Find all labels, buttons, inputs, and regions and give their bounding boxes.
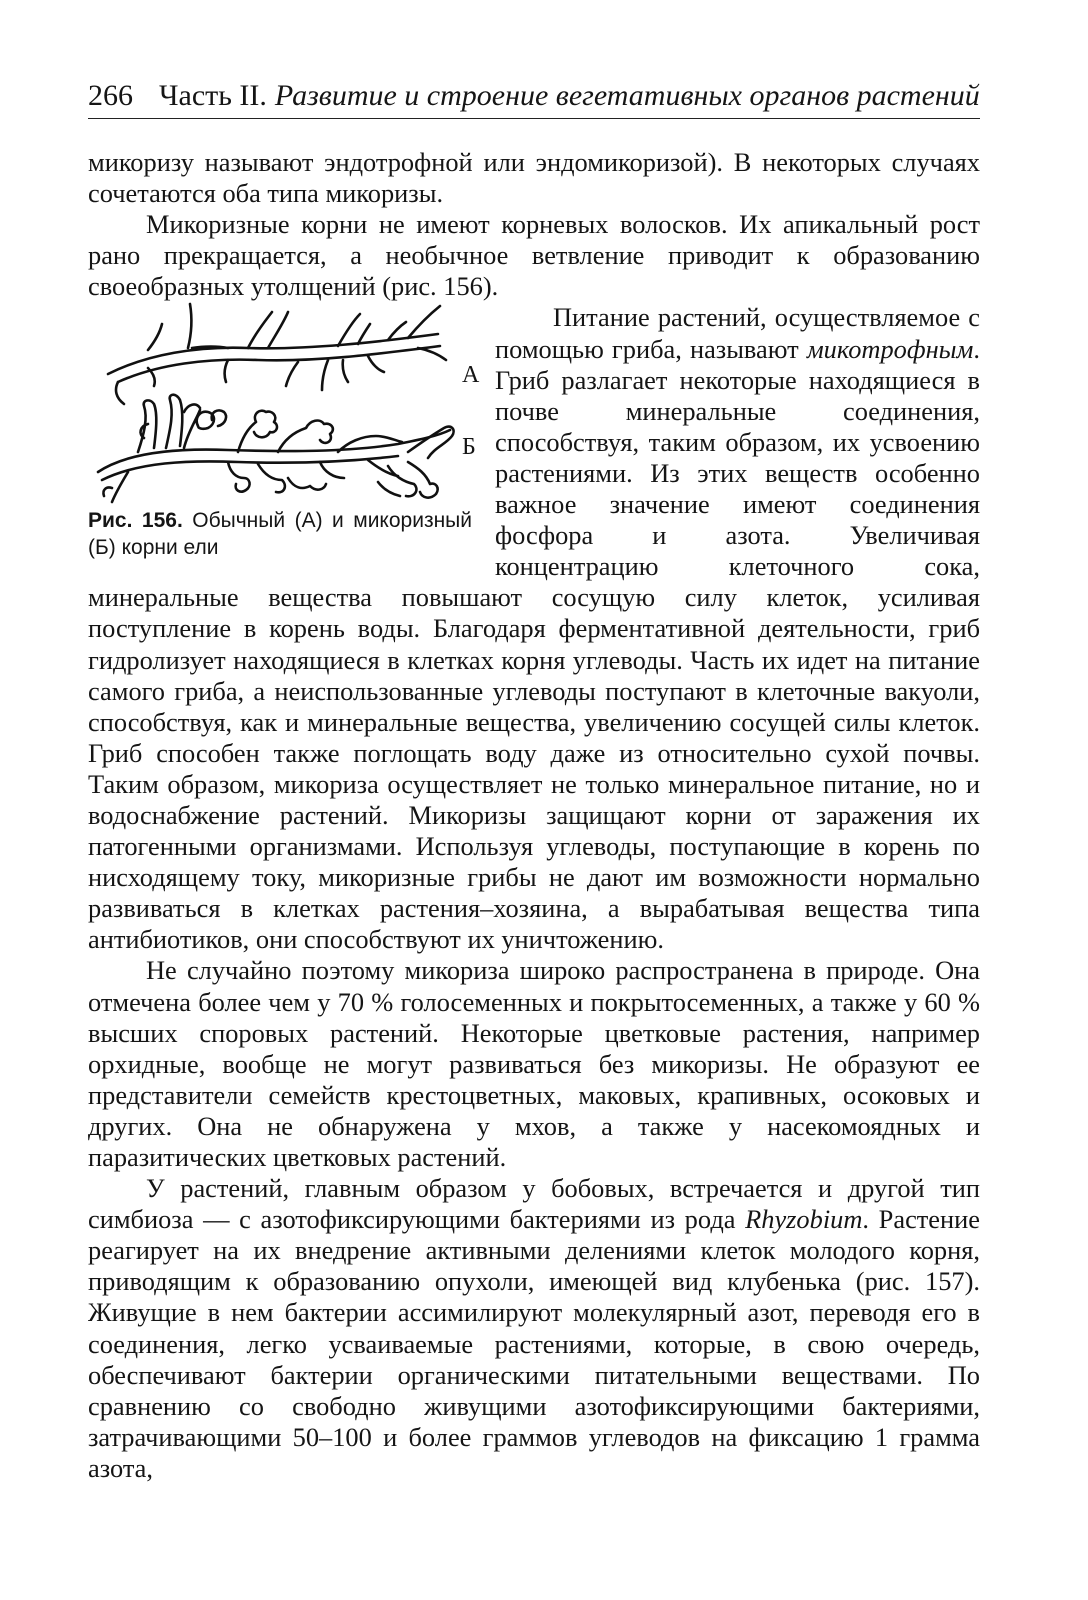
paragraph: [88, 1173, 980, 1484]
roots-illustration: [88, 302, 480, 517]
part-label: Часть II.: [159, 79, 267, 112]
figure-caption-text: Обычный (А) и микоризный (Б) корни ели: [88, 509, 472, 560]
chapter-title: Развитие и строение вегетативных органов растений: [274, 79, 980, 112]
term-rhyzobium: Rhyzobium: [745, 1204, 863, 1235]
paragraph-text: Питание растений, осуществляемое с помощью гриба, называют: [495, 302, 980, 364]
figure-caption: [88, 507, 472, 561]
ordinary-root-drawing: [108, 304, 446, 404]
figure-label-b: Б: [462, 434, 476, 461]
body-text: [88, 147, 980, 1484]
paragraph-text: . Растение реагирует на их внедрение активными делениями клеток молодого корня, приводящим к образованию опухоли, имеющей вид клубенька (рис. 157). Живущие в нем бактерии ассимилируют молекулярный азот, переводя его в соединения, легко усваиваемые растениями, которые, в свою очередь, обеспечивают бактерии органическими питательными веществами. По сравнению со свободно живущими азотофиксирующими бактериями, затрачивающими 50–100 и более граммов углеводов на фиксацию 1 грамма азота,: [88, 1204, 980, 1483]
page-number: 266: [88, 79, 133, 112]
paragraph-text: . Гриб разлагает некоторые находящиеся в почве минеральные соединения, способствуя, таким образом, их усвоению растениями. Из этих веществ особенно важное значение имеют соединения фосфора и азота. Увеличивая концентрацию клеточного сока, минеральные вещества повышают сосущую силу клеток, усиливая поступление в корень воды. Благодаря ферментативной деятельности, гриб гидролизует находящиеся в клетках корня углеводы. Часть их идет на питание самого гриба, а неиспользованные углеводы поступают в клеточные вакуоли, способствуя, как и минеральные вещества, увеличению сосущей силы клеток. Гриб способен также поглощать воду даже из относительно сухой почвы. Таким образом, микориза осуществляет не только минеральное питание, но и водоснабжение растений. Микоризы защищают корни от заражения их патогенными организмами. Используя углеводы, поступающие в корень по нисходящему току, микоризные грибы не дают им возможности нормально развиваться в клетках растения–хозяина, а вырабатывая вещества типа антибиотиков, они способствуют их уничтожению.: [88, 333, 980, 955]
paragraph: Не случайно поэтому микориза широко распространена в природе. Она отмечена более чем у 70 % голосеменных и покрытосеменных, а также у 60 % высших споровых растений. Некоторые цветковые растения, например орхидные, вообще не могут развиваться без микоризы. Не образуют ее представители семейств крестоцветных, маковых, крапивных, осоковых и других. Она не обнаружена у мхов, а также у насекомоядных и паразитических цветковых растений.: [88, 955, 980, 1172]
mycorrhizal-root-drawing: [98, 395, 454, 502]
running-header: [88, 78, 980, 119]
paragraph: Микоризные корни не имеют корневых волосков. Их апикальный рост рано прекращается, а необычное ветвление приводит к образованию своеобразных утолщений (рис. 156).: [88, 209, 980, 302]
figure-156: [88, 302, 480, 575]
paragraph-text: У растений, главным образом у бобовых, встречается и другой тип симбиоза — с азотофиксирующими бактериями из рода: [88, 1173, 980, 1235]
paragraph: микоризу называют эндотрофной или эндомикоризой). В некоторых случаях сочетаются оба типа микоризы.: [88, 147, 980, 209]
figure-label-a: А: [462, 362, 480, 389]
figure-caption-label: Рис. 156.: [88, 509, 183, 533]
term-mycotrophic: микотрофным: [806, 333, 974, 364]
